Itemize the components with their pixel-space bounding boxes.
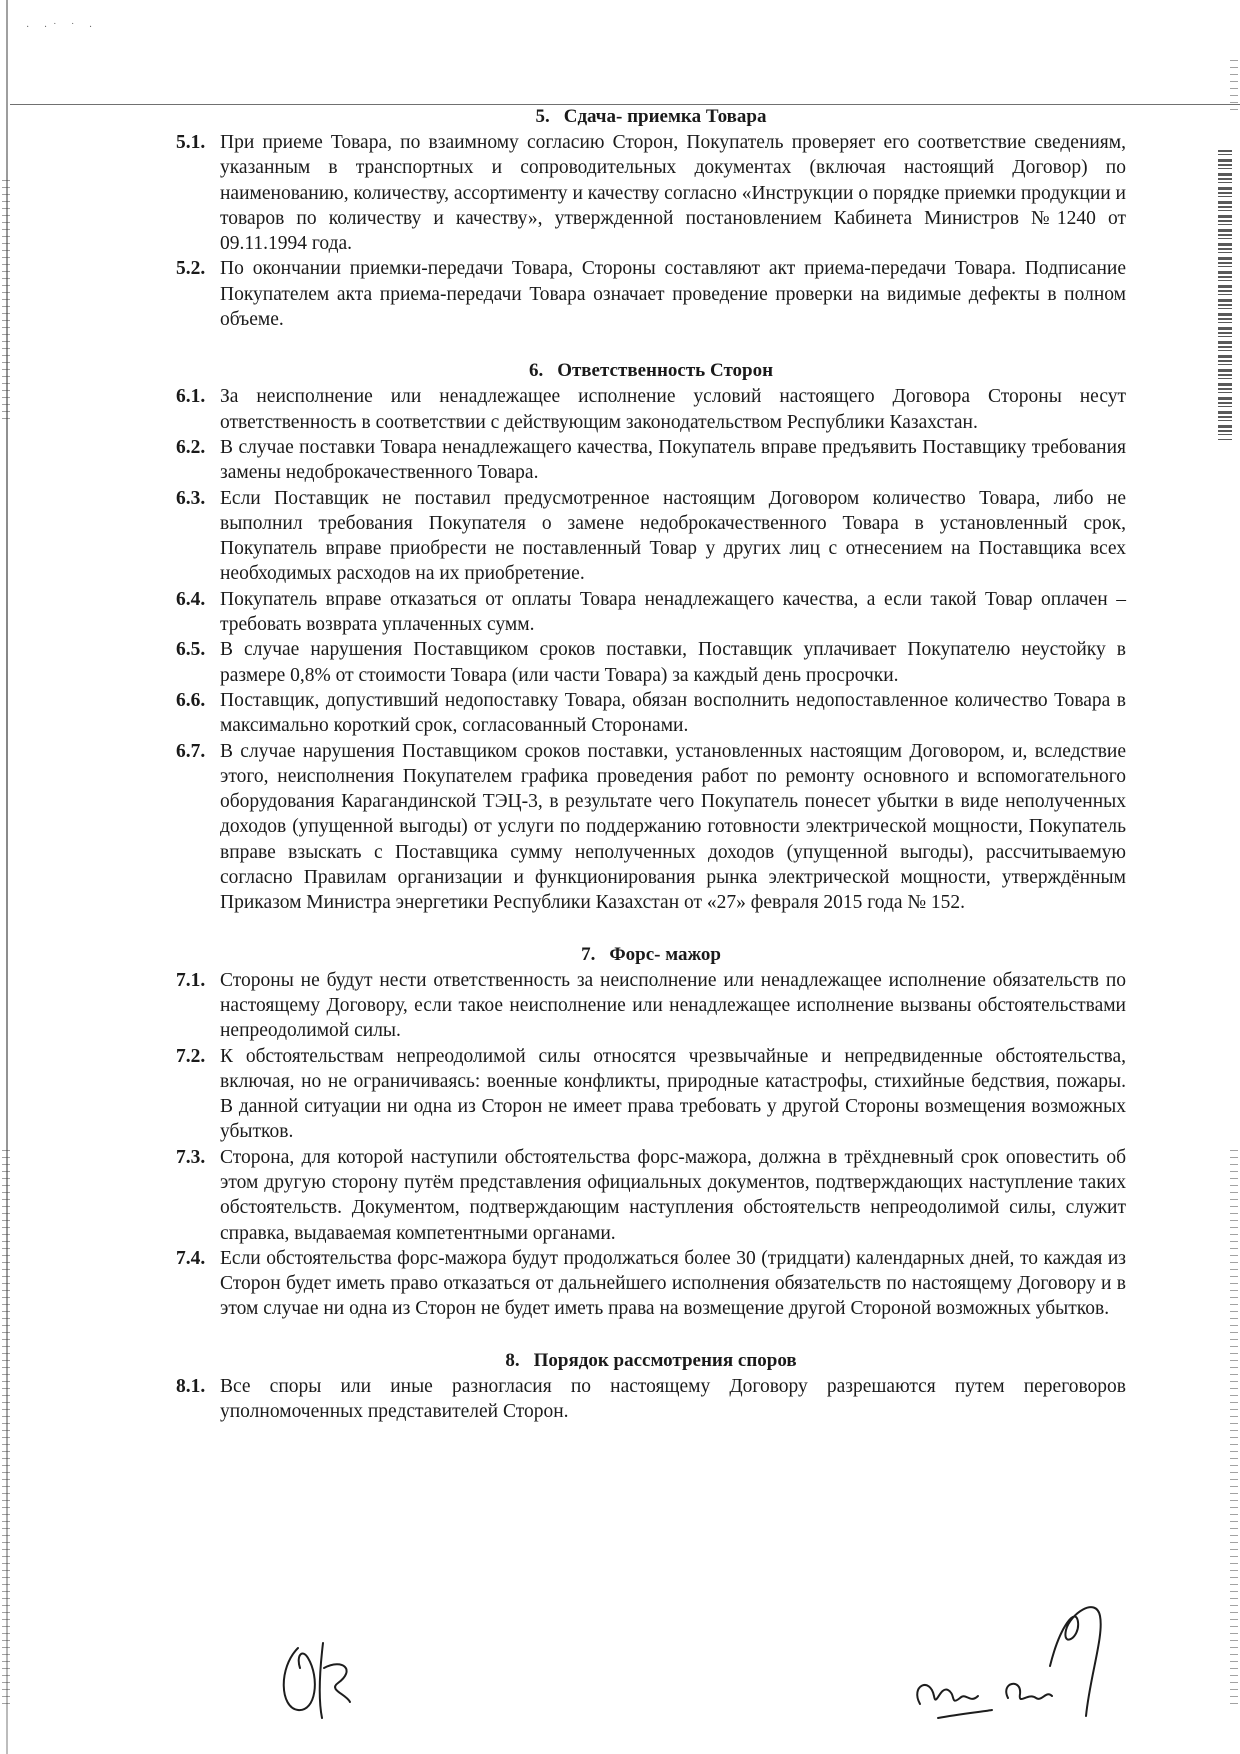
clause-text: Если обстоятельства форс-мажора будут продолжаться более 30 (тридцати) календарных дней, то каждая из Сторон будет иметь право отказаться от дальнейшего исполнения обязательств по настоящему Договору и в этом случае ни одна из Сторон не будет иметь права на возмещение другой Стороной возможных убытков. <box>220 1247 1126 1320</box>
clause-text: При приеме Товара, по взаимному согласию Сторон, Покупатель проверяет его соответствие сведениям, указанным в транспортных и сопроводительных документах (включая настоящий Договор) по наименованию, количеству, ассортименту и качеству согласно «Инструкции о порядке приемки продукции и товаров по количеству и качеству», утвержденной постановлением Кабинета Министров №1240 от 09.11.1994 года. <box>220 132 1126 255</box>
section-heading <box>176 358 1126 384</box>
section-title: Сдача- приемка Товара <box>563 106 767 127</box>
clause-6-7 <box>176 739 1126 916</box>
clause-6-3 <box>176 486 1126 587</box>
clause-text: Покупатель вправе отказаться от оплаты Товара ненадлежащего качества, а если такой Товар оплачен – требовать возврата уплаченных сумм. <box>220 588 1126 636</box>
section-title: Порядок рассмотрения споров <box>533 1349 797 1371</box>
clause-text: В случае нарушения Поставщиком сроков поставки, установленных настоящим Договором, и, вследствие этого, неисполнения Покупателем графика проведения работ по ремонту основного и вспомогательного оборудования Карагандинской ТЭЦ-3, в результате чего Покупатель понесет убытки в виде неполученных доходов (упущенной выгоды) от услуги по поддержанию готовности электрической мощности, Покупатель вправе взыскать с Поставщика сумму неполученных доходов (упущенной выгоды), рассчитываемую согласно Правилам организации и функционирования рынка электрической мощности, утверждённым Приказом Министра энергетики Республики Казахстан от «27» февраля 2015 года № 152. <box>220 740 1126 914</box>
clause-text: Стороны не будут нести ответственность за неисполнение или ненадлежащее исполнение обязательств по настоящему Договору, если такое неисполнение или ненадлежащее исполнение вызваны обстоятельствами непреодолимой силы. <box>220 969 1126 1042</box>
clause-text: Если Поставщик не поставил предусмотренное настоящим Договором количество Товара, либо не выполнил требования Покупателя о замене недоброкачественного Товара в установленный срок, Покупатель вправе приобрести не поставленный Товар у других лиц с отнесением на Поставщика всех необходимых расходов на их приобретение. <box>220 487 1126 585</box>
clause-7-4 <box>176 1246 1126 1322</box>
clause-text: Поставщик, допустивший недопоставку Товара, обязан восполнить недопоставленное количество Товара в максимально короткий срок, согласованный Сторонами. <box>220 689 1126 737</box>
section-number: 7. <box>581 943 596 965</box>
clause-6-1 <box>176 384 1126 435</box>
clause-text: Все споры или иные разногласия по настоящему Договору разрешаются путем переговоров уполномоченных представителей Сторон. <box>220 1375 1126 1423</box>
section-6 <box>176 358 1126 915</box>
clause-7-2 <box>176 1044 1126 1145</box>
section-8 <box>176 1348 1126 1425</box>
clause-6-2 <box>176 435 1126 486</box>
signature-right <box>900 1586 1120 1736</box>
clause-number: 5.1. <box>176 132 206 153</box>
margin-barcode <box>1218 150 1232 440</box>
clause-7-3 <box>176 1145 1126 1246</box>
clause-7-1 <box>176 968 1126 1044</box>
clause-number: 6.5. <box>176 639 206 661</box>
clause-text: К обстоятельствам непреодолимой силы относятся чрезвычайные и непредвиденные обстоятельства, включая, но не ограничиваясь: военные конфликты, природные катастрофы, стихийные бедствия, пожары. В данной ситуации ни одна из Сторон не имеет права требовать у другой Стороны возмещения возможных убытков. <box>220 1045 1126 1143</box>
clause-text: В случае нарушения Поставщиком сроков поставки, Поставщик уплачивает Покупателю неустойку в размере 0,8% от стоимости Товара (или части Товара) за каждый день просрочки. <box>220 639 1126 686</box>
right-margin-ticks-upper <box>1230 60 1238 110</box>
clause-number: 6.4. <box>176 588 206 610</box>
clause-number: 7.2. <box>176 1045 206 1067</box>
clause-6-6 <box>176 688 1126 739</box>
clause-5-2 <box>176 256 1126 332</box>
section-heading <box>176 1348 1126 1374</box>
clause-number: 7.4. <box>176 1247 206 1269</box>
clause-number: 6.7. <box>176 740 206 762</box>
document-body <box>176 104 1126 1424</box>
section-heading <box>176 942 1126 968</box>
clause-number: 7.3. <box>176 1146 206 1168</box>
signature-left <box>268 1628 378 1728</box>
clause-6-5 <box>176 637 1126 688</box>
clause-number: 6.2. <box>176 436 206 458</box>
clause-number: 5.2. <box>176 258 206 280</box>
section-number: 6. <box>528 360 544 382</box>
clause-number: 6.1. <box>176 386 206 408</box>
clause-5-1 <box>176 130 1126 256</box>
clause-number: 8.1. <box>176 1375 206 1397</box>
clause-number: 6.3. <box>176 487 206 509</box>
section-number: 8. <box>505 1349 520 1371</box>
section-title: Ответственность Сторон <box>557 360 774 382</box>
section-7 <box>176 942 1126 1322</box>
clause-6-4 <box>176 587 1126 638</box>
clause-text: Сторона, для которой наступили обстоятельства форс-мажора, должна в трёхдневный срок оповестить об этом другую сторону путём представления официальных документов, подтверждающих наступление таких обстоятельств. Документом, подтверждающим наступления обстоятельств непреодолимой силы, служит справка, выдаваемая компетентными органами. <box>220 1146 1126 1244</box>
clause-8-1 <box>176 1374 1126 1425</box>
section-number: 5. <box>535 106 550 127</box>
right-margin-ticks-lower <box>1230 1150 1238 1710</box>
clause-text: За неисполнение или ненадлежащее исполнение условий настоящего Договора Стороны несут ответственность в соответствии с действующим законодательством Республики Казахстан. <box>220 386 1126 433</box>
clause-number: 7.1. <box>176 969 206 991</box>
clause-text: В случае поставки Товара ненадлежащего качества, Покупатель вправе предъявить Поставщику требования замены недоброкачественного Товара. <box>220 436 1126 484</box>
section-title: Форс- мажор <box>609 943 721 965</box>
section-5 <box>176 104 1126 332</box>
left-margin-ticks-upper <box>2 180 10 420</box>
section-heading <box>176 104 1126 130</box>
clause-text: По окончании приемки-передачи Товара, Стороны составляют акт приема-передачи Товара. Подписание Покупателем акта приема-передачи Товара означает проведение проверки на видимые дефекты в полном объеме. <box>220 258 1126 331</box>
clause-number: 6.6. <box>176 689 206 711</box>
left-margin-ticks-lower <box>2 1150 10 1710</box>
scan-specks: · ·˙ ˙ · <box>26 22 99 33</box>
